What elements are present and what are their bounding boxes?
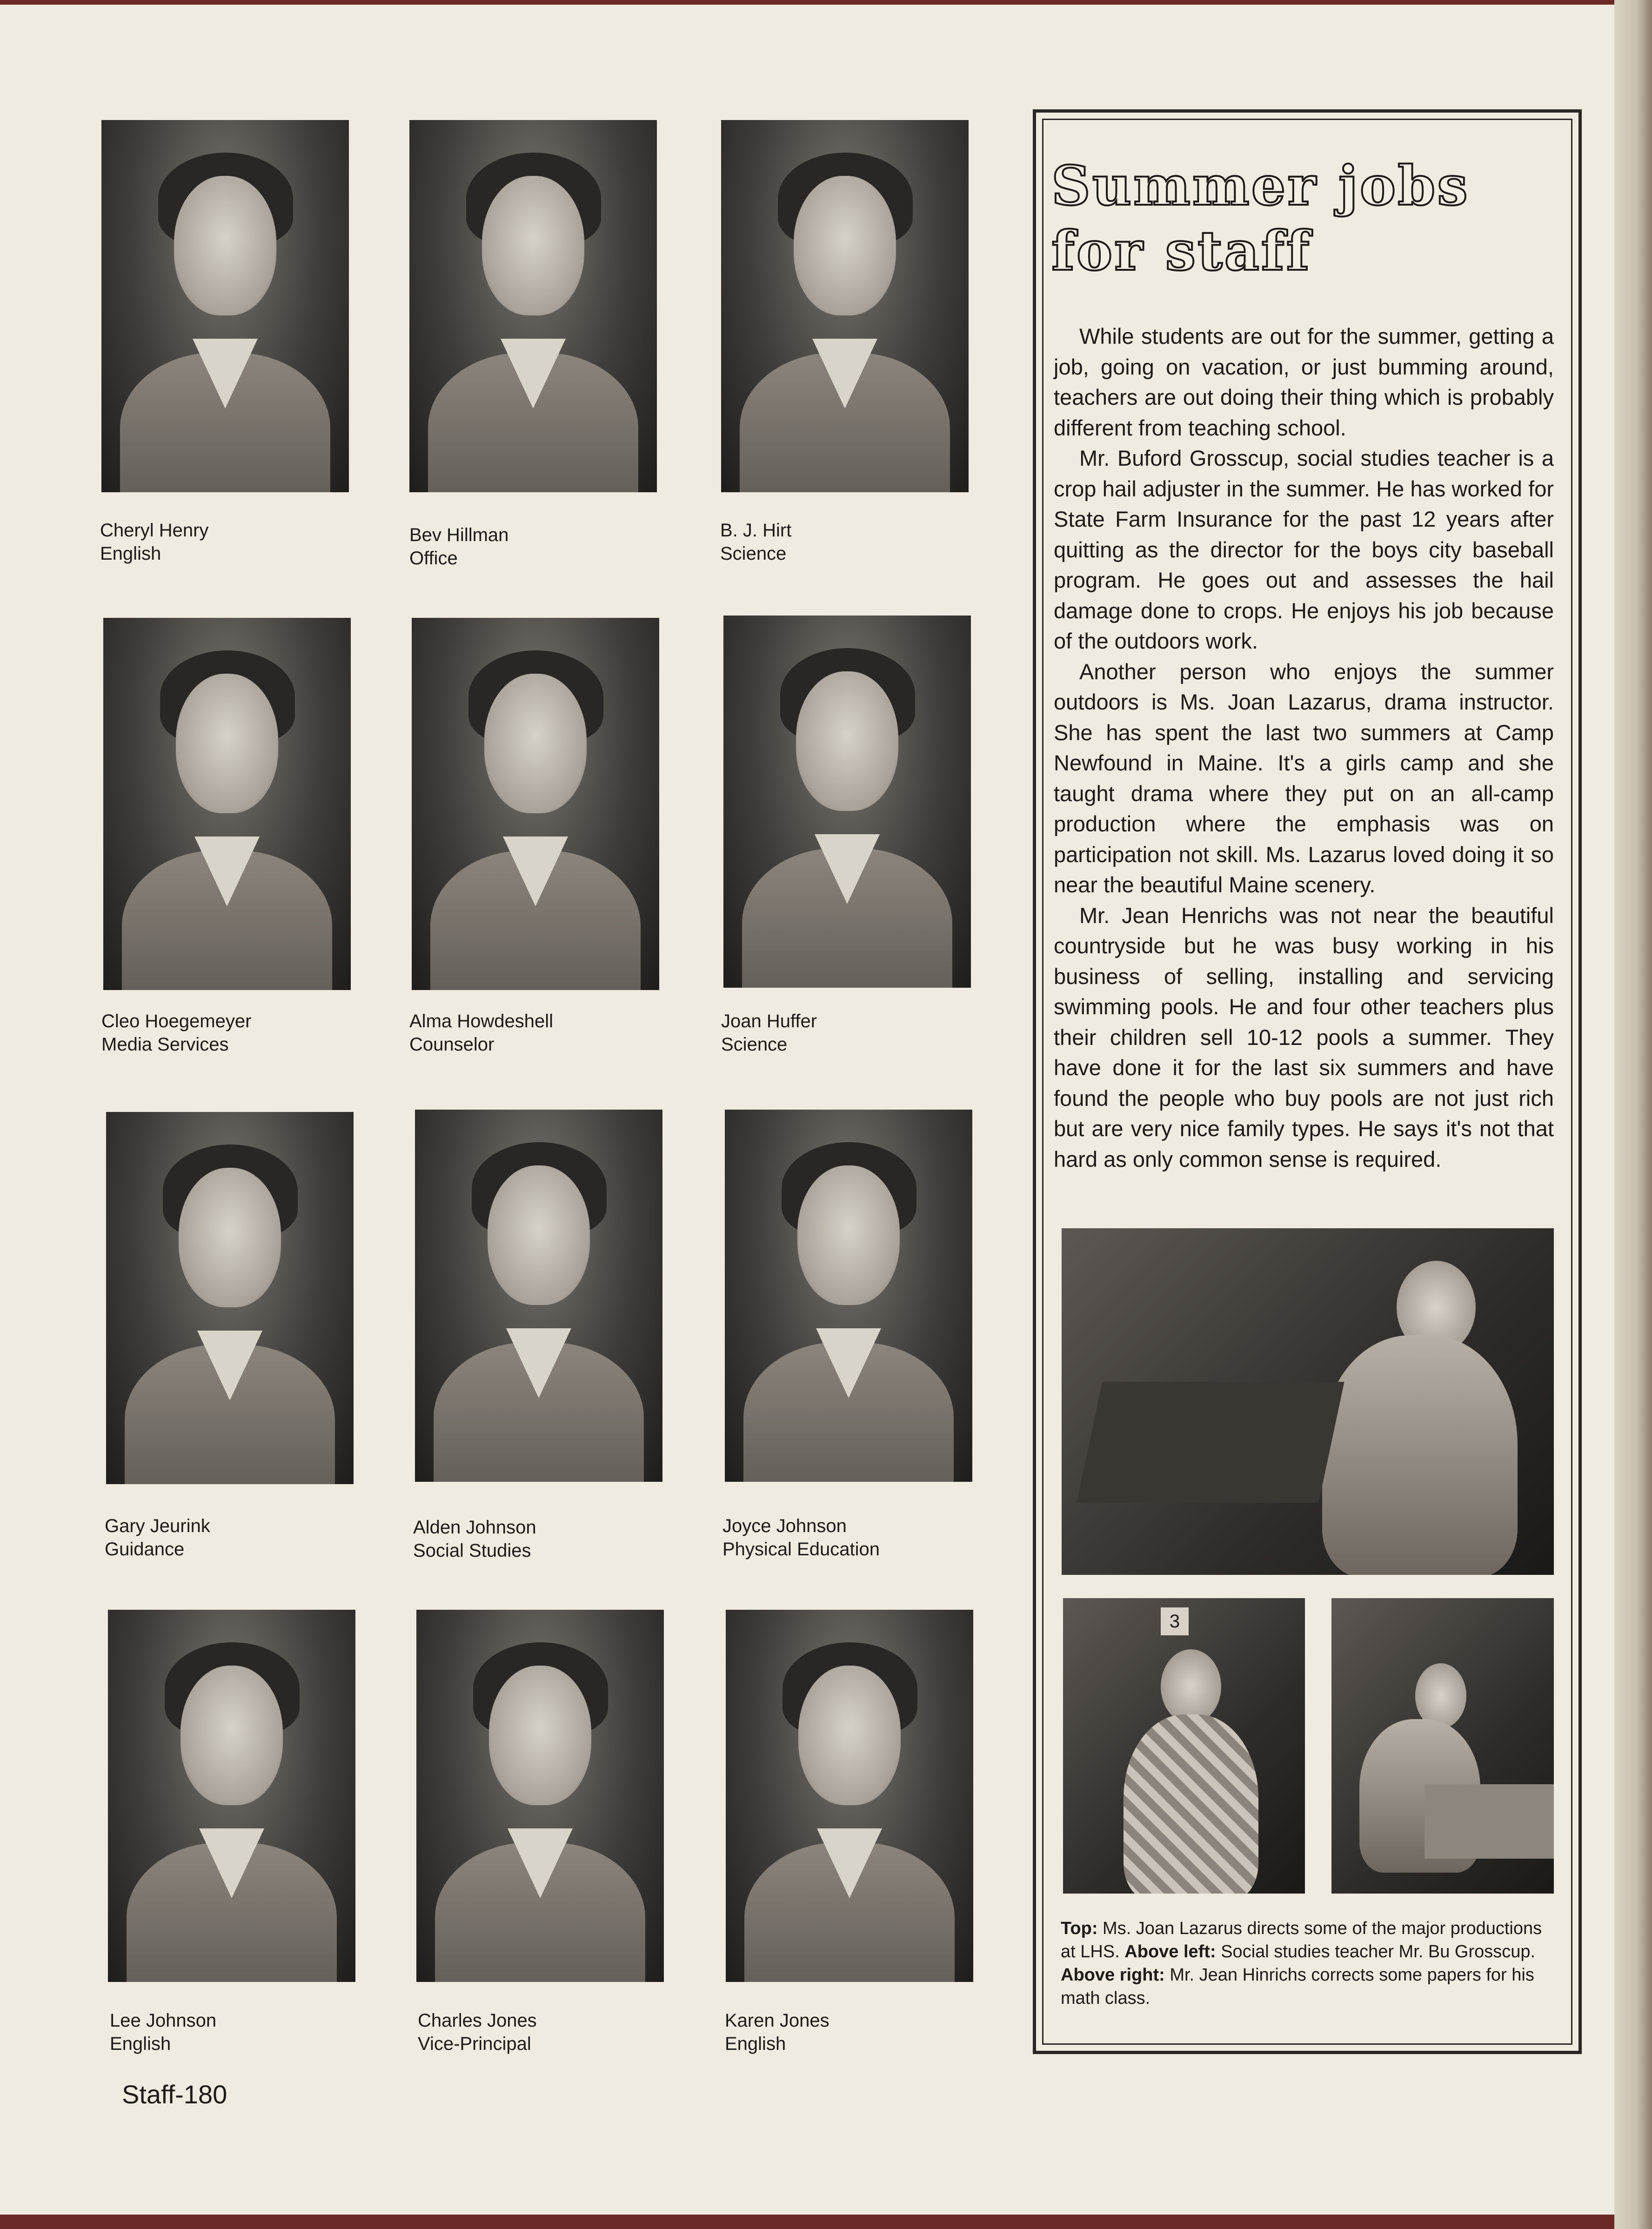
caption-label: Above right: — [1061, 1965, 1165, 1985]
door-number: 3 — [1161, 1607, 1189, 1635]
staff-name: Lee Johnson — [110, 2010, 217, 2031]
staff-caption — [409, 1010, 553, 1056]
portrait-photo — [101, 120, 349, 492]
portrait-photo — [723, 616, 971, 988]
staff-role: Vice-Principal — [418, 2034, 531, 2054]
portrait-photo — [103, 618, 351, 990]
staff-role: English — [725, 2034, 786, 2054]
article-paragraph: While students are out for the summer, getting a job, going on vacation, or just bumming around, teachers are out doing their thing which is probably different from teaching school. — [1054, 324, 1554, 440]
staff-name: Alma Howdeshell — [409, 1011, 554, 1031]
staff-name: Cleo Hoegemeyer — [101, 1011, 252, 1031]
staff-name: Joyce Johnson — [722, 1516, 847, 1536]
portrait-photo — [416, 1610, 664, 1982]
staff-role: Counselor — [409, 1034, 495, 1055]
staff-caption — [721, 1010, 817, 1056]
staff-role: Science — [720, 543, 787, 564]
caption-label: Top: — [1061, 1919, 1098, 1938]
portrait-photo — [721, 120, 969, 492]
article-paragraph: Mr. Buford Grosscup, social studies teacher is a crop hail adjuster in the summer. He has worked for State Farm Insurance for the past 12 years after quitting as the director for the boys city baseball program. He goes out and assesses the hail damage done to crops. He enjoys his job because of the outdoors work. — [1054, 446, 1554, 653]
feature-photo-top — [1062, 1228, 1554, 1575]
portrait-photo — [409, 120, 657, 492]
feature-article — [1054, 321, 1554, 1174]
headline-line: for staff — [1051, 220, 1311, 283]
caption-text: Mr. Jean Hinrichs corrects some papers for his math class. — [1061, 1965, 1534, 2008]
page-edge-bottom — [0, 2215, 1652, 2229]
staff-name: Alden Johnson — [413, 1517, 536, 1538]
staff-role: Media Services — [101, 1034, 229, 1055]
feature-photo-right — [1331, 1598, 1554, 1894]
staff-name: Gary Jeurink — [105, 1516, 210, 1536]
headline-line: Summer jobs — [1051, 154, 1470, 218]
staff-caption — [101, 1010, 251, 1056]
portrait-photo — [726, 1610, 973, 1982]
portrait-photo — [106, 1112, 354, 1484]
staff-name: Bev Hillman — [409, 525, 509, 545]
caption-text: Social studies teacher Mr. Bu Grosscup. — [1216, 1942, 1536, 1961]
portrait-photo — [725, 1110, 972, 1482]
portrait-photo — [108, 1610, 355, 1982]
staff-role: Social Studies — [413, 1540, 531, 1561]
staff-caption — [110, 2009, 216, 2055]
staff-role: Science — [721, 1034, 788, 1055]
portrait-photo — [412, 618, 659, 990]
staff-caption — [409, 523, 508, 570]
staff-caption — [418, 2009, 537, 2055]
staff-role: Guidance — [105, 1539, 185, 1560]
staff-name: Joan Huffer — [721, 1011, 817, 1031]
staff-name: Cheryl Henry — [100, 520, 209, 541]
staff-caption — [725, 2009, 829, 2055]
staff-caption — [722, 1514, 880, 1561]
staff-role: English — [110, 2034, 171, 2054]
article-paragraph: Mr. Jean Henrichs was not near the beautiful countryside but he was busy working in his business of selling, installing and servicing swimming pools. He and four other teachers plus their children sell 10-12 pools a summer. They have done it for the last six summers and have found the people who buy pools are not just rich but are very nice family types. He says it's not that hard as only common sense is required. — [1054, 903, 1554, 1171]
feature-photo-left — [1063, 1598, 1305, 1894]
page-edge-top — [0, 0, 1652, 5]
feature-photo-caption — [1061, 1917, 1549, 2010]
caption-label: Above left: — [1124, 1942, 1216, 1961]
staff-caption — [105, 1514, 210, 1561]
page-number: Staff-180 — [122, 2080, 227, 2109]
feature-headline — [1051, 154, 1563, 284]
staff-role: Office — [409, 548, 458, 569]
caption-text: Ms. Joan Lazarus directs some of the major productions at LHS. — [1061, 1919, 1542, 1961]
staff-caption — [413, 1516, 536, 1562]
portrait-photo — [415, 1110, 662, 1482]
staff-name: Charles Jones — [418, 2010, 537, 2031]
staff-name: B. J. Hirt — [720, 520, 792, 541]
article-paragraph: Another person who enjoys the summer outdoors is Ms. Joan Lazarus, drama instructor. She has spent the last two summers at Camp Newfound in Maine. It's a girls camp and she taught drama where they put on an all-camp production where the emphasis was on participation not skill. Ms. Lazarus loved doing it so near the beautiful Maine scenery. — [1054, 659, 1554, 897]
staff-role: English — [100, 543, 161, 564]
page-edge-right — [1614, 0, 1652, 2229]
staff-role: Physical Education — [722, 1539, 880, 1560]
staff-caption — [100, 519, 208, 565]
staff-name: Karen Jones — [725, 2010, 829, 2031]
staff-caption — [720, 519, 791, 565]
